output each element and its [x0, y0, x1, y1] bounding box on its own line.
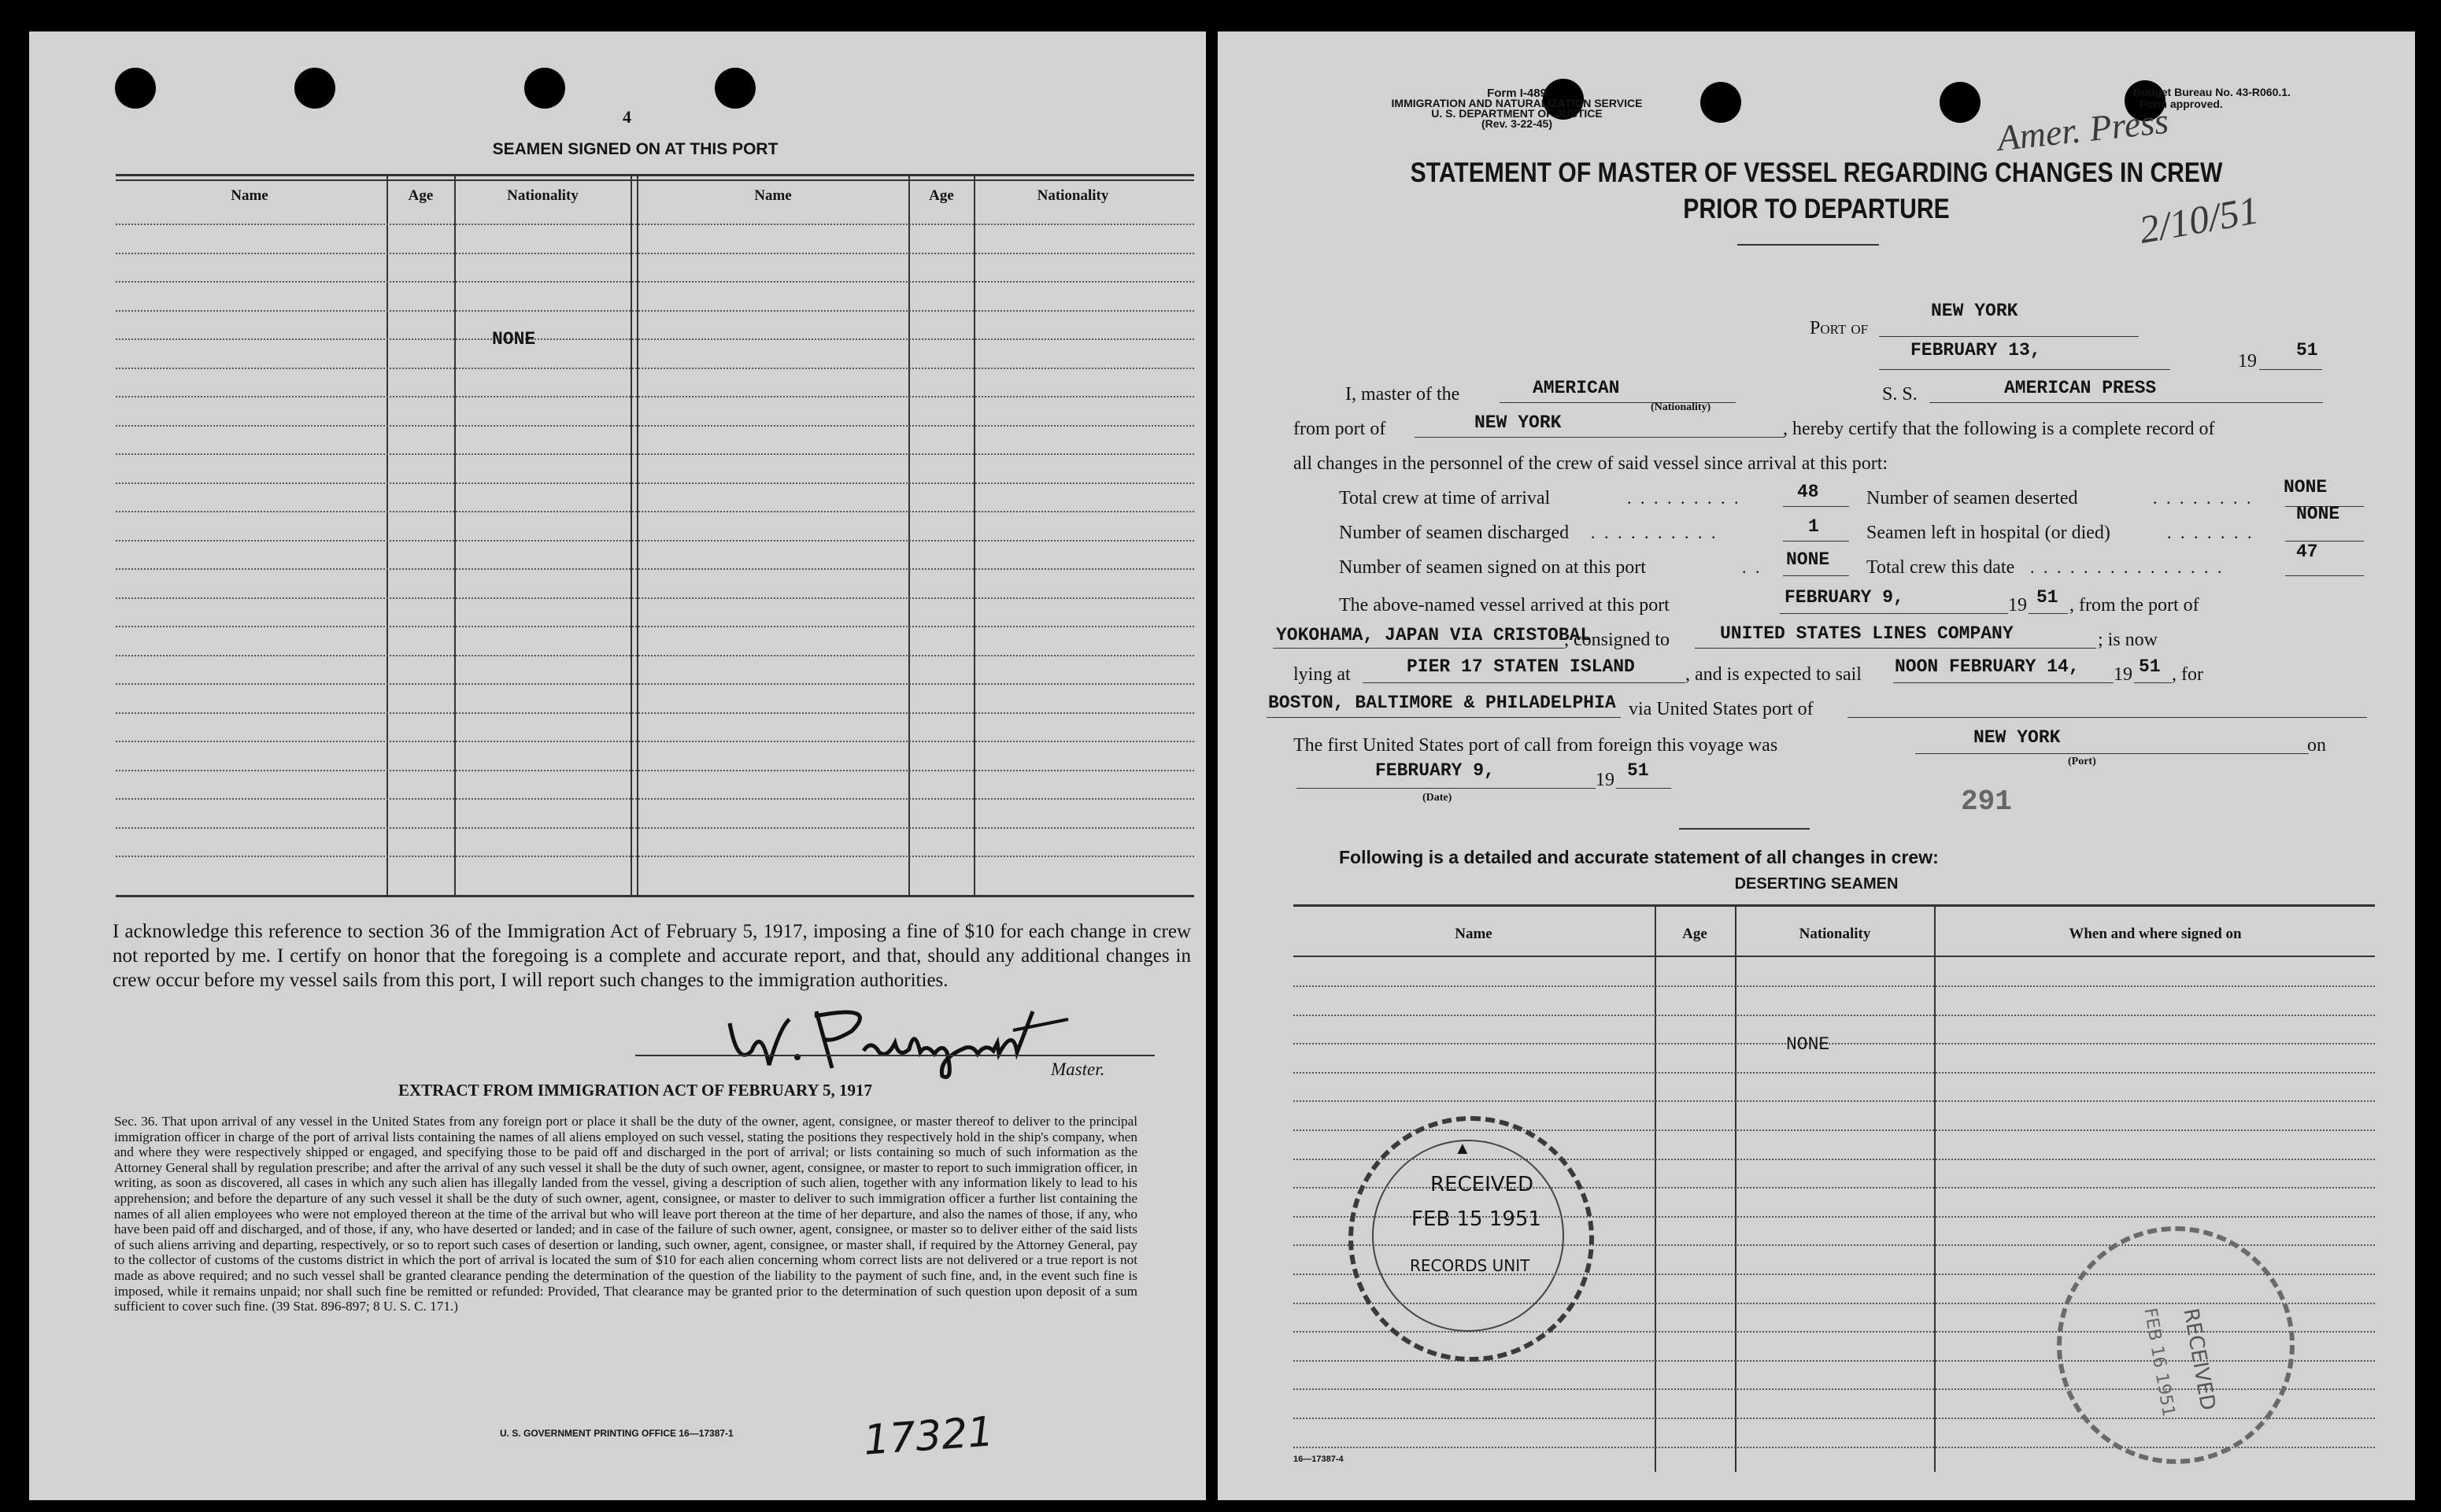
is-now: ; is now — [2098, 630, 2158, 650]
punch-hole — [115, 68, 156, 109]
acknowledgment-text: I acknowledge this reference to section 36 of the Immigration Act of February 5, 1917, imposing a fine of $10 for each change in crew not reported by me. I certify on honor that the foregoing is a complete and accurate report, and that, should any additional changes in crew occur before my vessel sails from this port, I will report such changes to the immigration authorities. — [113, 921, 1191, 991]
agency-line: IMMIGRATION AND NATURALIZATION SERVICE — [1391, 97, 1643, 109]
table-row-line — [116, 655, 1194, 657]
column-divider — [631, 176, 632, 895]
column-header-name: Name — [1455, 926, 1492, 942]
left-page — [29, 31, 1206, 1500]
column-divider — [974, 176, 975, 895]
on-label: on — [2307, 735, 2326, 756]
stamp-inner-ring — [1372, 1140, 1564, 1332]
from-port-value: NEW YORK — [1474, 412, 1562, 433]
printer-line: U. S. GOVERNMENT PRINTING OFFICE 16—17387-1 — [500, 1428, 734, 1439]
hospital-label: Seamen left in hospital (or died) — [1866, 523, 2110, 543]
deserting-title: DESERTING SEAMEN — [1734, 875, 1899, 893]
leader-dots: . . . . . . . . — [2153, 488, 2254, 508]
arrived-value: FEBRUARY 9, — [1785, 587, 1904, 608]
total-crew-arrival-line — [1783, 505, 1849, 507]
port-caption: (Port) — [2068, 756, 2096, 767]
table-row-line — [116, 568, 1194, 571]
total-crew-date-label: Total crew this date — [1866, 557, 2015, 578]
table-row-line — [116, 626, 1194, 628]
table-row-line — [116, 253, 1194, 255]
stamp-arrow-icon: ▲ — [1454, 1138, 1471, 1158]
form-title: STATEMENT OF MASTER OF VESSEL REGARDING CHANGES IN CREW — [1410, 157, 2223, 188]
total-crew-date-line — [2285, 575, 2364, 576]
master-label: Master. — [1051, 1059, 1105, 1079]
punch-hole — [1940, 82, 1981, 123]
table-row-line — [116, 712, 1194, 715]
table-top-rule — [116, 179, 1194, 181]
table-row-line — [116, 597, 1194, 600]
vessel-line — [1929, 401, 2323, 403]
consignee: UNITED STATES LINES COMPANY — [1720, 623, 2014, 644]
first-port-label: The first United States port of call from foreign this voyage was — [1293, 735, 1778, 756]
table-row-line — [116, 856, 1194, 858]
first-port-year-line — [1616, 787, 1671, 789]
total-crew-date-value: 47 — [2296, 542, 2318, 562]
consigned-label: , consigned to — [1564, 630, 1670, 650]
column-header-name: Name — [754, 187, 792, 204]
handwritten-date: 2/10/51 — [2136, 187, 2262, 252]
table-row-line — [116, 338, 1194, 341]
section-title: SEAMEN SIGNED ON AT THIS PORT — [492, 140, 779, 158]
stamp-received: RECEIVED — [1430, 1173, 1533, 1196]
date-caption: (Date) — [1422, 792, 1452, 804]
table-row-line — [116, 827, 1194, 830]
first-port-year-prefix: 19 — [1596, 770, 1614, 790]
arrived-line — [1780, 612, 2008, 614]
table-row-line — [1293, 1072, 2375, 1074]
total-crew-arrival-value: 48 — [1797, 482, 1819, 502]
column-header-age: Age — [1682, 926, 1707, 942]
handwritten-number: 17321 — [862, 1408, 996, 1465]
column-header-nationality: Nationality — [1037, 187, 1109, 204]
total-crew-arrival-label: Total crew at time of arrival — [1339, 488, 1551, 508]
following-text: Following is a detailed and accurate statement of all changes in crew: — [1339, 847, 1939, 867]
sail-year: 51 — [2139, 656, 2161, 677]
consignee-line — [1695, 647, 2096, 649]
form-number: Form I-489 — [1487, 87, 1547, 100]
stamp-number: 291 — [1961, 786, 2012, 818]
sail-value: NOON FEBRUARY 14, — [1895, 656, 2080, 677]
year-prefix: 19 — [2238, 351, 2257, 372]
column-header-name: Name — [231, 187, 268, 204]
column-divider — [908, 176, 910, 895]
arrived-label: The above-named vessel arrived at this port — [1339, 595, 1670, 616]
sail-year-line — [2134, 682, 2172, 683]
sail-year-prefix: 19 — [2114, 664, 2132, 685]
origin-port: YOKOHAMA, JAPAN VIA CRISTOBAL — [1276, 625, 1592, 645]
lying-at-value: PIER 17 STATEN ISLAND — [1407, 656, 1635, 677]
via-line — [1847, 716, 2367, 718]
signed-on-label: Number of seamen signed on at this port — [1339, 557, 1646, 578]
stamp-date: FEB 15 1951 — [1411, 1207, 1542, 1231]
year-value: 51 — [2296, 340, 2318, 360]
column-divider — [637, 176, 638, 895]
extract-title: EXTRACT FROM IMMIGRATION ACT OF FEBRUARY 5, 1917 — [398, 1081, 873, 1100]
column-header-nationality: Nationality — [507, 187, 579, 204]
table-top-rule — [1293, 904, 2375, 907]
first-port-date: FEBRUARY 9, — [1375, 760, 1495, 781]
port-of-label: Port of — [1810, 318, 1869, 338]
signed-on-line — [1783, 575, 1849, 576]
first-port-year: 51 — [1627, 760, 1649, 781]
handwritten-note: Amer. Press — [1995, 100, 2171, 159]
table-row-line — [116, 482, 1194, 485]
title-rule — [1737, 244, 1879, 246]
port-of-value: NEW YORK — [1931, 301, 2018, 321]
expected-label: , and is expected to sail — [1685, 664, 1862, 685]
from-the-port-of: , from the port of — [2069, 595, 2199, 616]
table-row-line — [116, 511, 1194, 513]
department-line: U. S. DEPARTMENT OF JUSTICE — [1431, 107, 1603, 120]
table-row-line — [1293, 1015, 2375, 1017]
master-signature — [714, 996, 1108, 1082]
table-top-rule — [116, 174, 1194, 176]
table-row-line — [116, 310, 1194, 312]
header-rule — [1293, 956, 2375, 957]
table-row-line — [116, 683, 1194, 686]
table-row-line — [116, 453, 1194, 456]
table-row-line — [116, 368, 1194, 370]
form-subtitle: PRIOR TO DEPARTURE — [1683, 194, 1950, 224]
column-header-age: Age — [929, 187, 954, 204]
leader-dots: . . . . . . . . . . — [1591, 523, 1718, 542]
stamp2-date: FEB 16 1951 — [2140, 1307, 2179, 1418]
deserted-value: NONE — [2284, 477, 2328, 497]
column-divider — [454, 176, 456, 895]
table-row-line — [116, 396, 1194, 398]
stamp2-received: RECEIVED — [2178, 1307, 2220, 1413]
discharged-label: Number of seamen discharged — [1339, 523, 1570, 543]
punch-hole — [524, 68, 565, 109]
lying-at-label: lying at — [1293, 664, 1351, 685]
first-port-value: NEW YORK — [1973, 727, 2061, 748]
page-number: 4 — [623, 107, 631, 127]
table-row-line — [116, 224, 1194, 226]
table-row-line — [116, 798, 1194, 800]
port-of-line — [1879, 335, 2139, 337]
revision-line: (Rev. 3-22-45) — [1481, 117, 1552, 130]
table-bottom-rule — [116, 895, 1194, 897]
from-port-label: from port of — [1293, 419, 1386, 439]
leader-dots: . . . . . . . — [2167, 523, 2254, 542]
arrived-year-line — [2029, 612, 2068, 614]
stamp-unit: RECORDS UNIT — [1410, 1256, 1530, 1275]
arrived-year-prefix: 19 — [2008, 595, 2027, 616]
table-row-line — [1293, 1043, 2375, 1045]
column-header-nationality: Nationality — [1799, 926, 1871, 942]
nationality-value: AMERICAN — [1533, 378, 1620, 398]
discharged-value: 1 — [1808, 516, 1819, 537]
lying-at-line — [1363, 682, 1685, 683]
leader-dots: . . — [1742, 557, 1762, 577]
punch-hole — [715, 68, 756, 109]
budget-bureau-number: Budget Bureau No. 43-R060.1. — [2133, 86, 2291, 98]
deserted-label: Number of seamen deserted — [1866, 488, 2078, 508]
column-header-when-where: When and where signed on — [2069, 926, 2242, 942]
nationality-caption: (Nationality) — [1651, 401, 1711, 413]
form-header — [1281, 88, 1753, 129]
from-port-line — [1415, 436, 1785, 438]
destination-line — [1267, 716, 1621, 718]
signature-line — [635, 1055, 1155, 1056]
master-of-label: I, master of the — [1345, 384, 1460, 405]
table-entry: NONE — [492, 329, 536, 349]
for-label: , for — [2172, 664, 2203, 685]
signed-on-value: NONE — [1786, 549, 1830, 570]
destination: BOSTON, BALTIMORE & PHILADELPHIA — [1268, 693, 1616, 713]
all-changes-text: all changes in the personnel of the crew of said vessel since arrival at this port: — [1293, 453, 1888, 474]
first-port-date-line — [1296, 787, 1596, 789]
table-row-line — [116, 281, 1194, 283]
table-row-line — [116, 741, 1194, 743]
first-port-line — [1915, 752, 2309, 754]
table-row-line — [116, 425, 1194, 427]
certify-text: , hereby certify that the following is a complete record of — [1783, 419, 2215, 439]
leader-dots: . . . . . . . . . . . . . . . — [2030, 557, 2225, 577]
extract-text: Sec. 36. That upon arrival of any vessel in the United States from any foreign port or place it shall be the duty of the owner, agent, consignee, or master thereof to deliver to the principal immigration officer in charge of the port of arrival lists containing the names of all aliens employed on such vessel, stating the positions they respectively hold in the ship's company, when and where they were respectively shipped or engaged, and specifying those to be paid off and discharged in the port of arrival; or lists containing so much of such information as the Attorney General shall by regulation prescribe; and after the arrival of any such vessel it shall be the duty of such owner, agent, consignee, or master to report to such immigration officer, in writing, as soon as discovered, all cases in which any such alien has illegally landed from the vessel, giving a description of such alien, together with any information likely to lead to his apprehension; and before the departure of any such vessel it shall be the duty of such owner, agent, consignee, or master to deliver to such immigration officer a further list containing the names of all alien employees who were not employed thereon at the time of the arrival but who will leave port thereon at the time of her departure, and also the names of those, if any, who have been paid off and discharged, and of those, if any, who have deserted or landed; and in case of the failure of such owner, agent, consignee, or master so to deliver either of the said lists of such aliens arriving and departing, respectively, or so to report such cases of desertion or landing, such owner, agent, consignee, or master shall, if required by the Attorney General, pay to the collector of customs of the customs district in which the port of arrival is located the sum of $10 for each alien concerning whom correct lists are not delivered or a true report is not made as above required; and no such vessel shall be granted clearance pending the determination of the question of the liability to the payment of such fine, and, in the event such fine is imposed, while it remains unpaid; nor shall such fine be remitted or refunded: Provided, That clearance may be granted prior to the determination of such question upon deposit of a sum sufficient to cover such fine. (39 Stat. 896-897; 8 U. S. C. 171.) — [114, 1114, 1137, 1314]
year-line — [2259, 368, 2322, 370]
sail-line — [1893, 682, 2114, 683]
punch-hole — [294, 68, 335, 109]
section-rule — [1679, 828, 1810, 830]
table-row-line — [1293, 985, 2375, 988]
table-entry: NONE — [1786, 1034, 1830, 1055]
printer-line: 16—17387-4 — [1293, 1455, 1344, 1464]
origin-port-line — [1273, 647, 1564, 649]
via-label: via United States port of — [1629, 699, 1814, 719]
ss-label: S. S. — [1882, 384, 1918, 405]
column-divider — [386, 176, 388, 895]
right-page — [1218, 31, 2415, 1500]
date-value: FEBRUARY 13, — [1910, 340, 2041, 360]
leader-dots: . . . . . . . . . — [1627, 488, 1741, 508]
discharged-line — [1783, 540, 1849, 542]
table-row-line — [1293, 1100, 2375, 1103]
date-line — [1879, 368, 2170, 370]
received-stamp-faded — [2057, 1226, 2295, 1464]
column-header-age: Age — [408, 187, 434, 204]
table-row-line — [116, 770, 1194, 772]
form-approved: Form approved. — [2140, 98, 2223, 110]
arrived-year: 51 — [2036, 587, 2058, 608]
table-row-line — [116, 540, 1194, 542]
vessel-name: AMERICAN PRESS — [2004, 378, 2157, 398]
hospital-value: NONE — [2296, 504, 2340, 524]
